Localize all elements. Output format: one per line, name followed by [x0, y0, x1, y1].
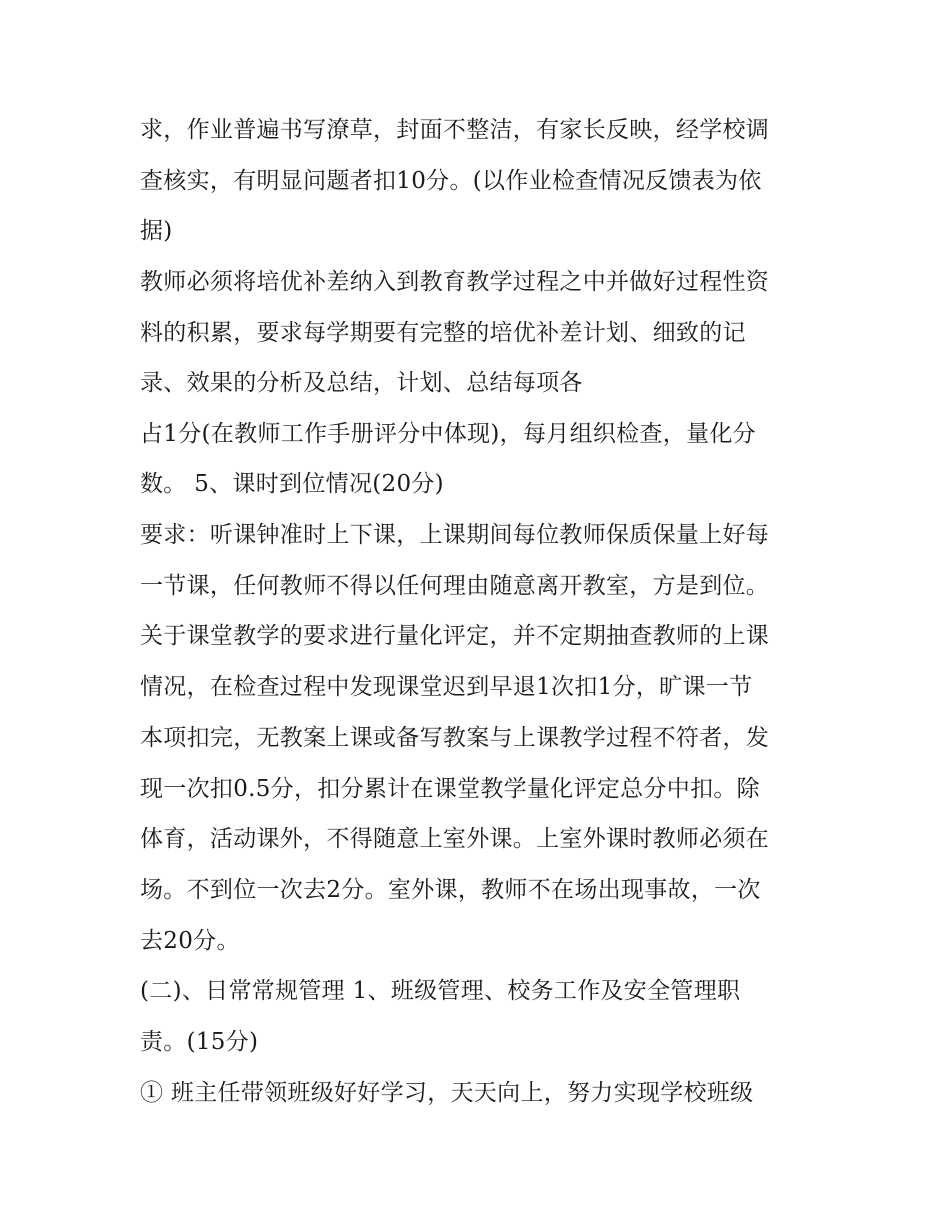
text-line: 据) — [140, 218, 173, 244]
text-line: 场。不到位一次去2分。室外课，教师不在场出现事故，一次 — [140, 877, 761, 903]
text-line: 体育，活动课外，不得随意上室外课。上室外课时教师必须在 — [140, 826, 770, 852]
text-line: 责。(15分) — [140, 1029, 259, 1055]
text-line: (二)、日常常规管理 1、班级管理、校务工作及安全管理职 — [140, 978, 741, 1004]
text-line: 教师必须将培优补差纳入到教育教学过程之中并做好过程性资 — [140, 269, 770, 295]
text-line: 去20分。 — [140, 928, 240, 954]
text-line: 录、效果的分析及总结，计划、总结每项各 — [140, 370, 583, 396]
text-line: 本项扣完，无教案上课或备写教案与上课教学过程不符者，发 — [140, 725, 770, 751]
text-line: 数。 5、课时到位情况(20分) — [140, 471, 444, 497]
text-line: 查核实，有明显问题者扣10分。(以作业检查情况反馈表为依 — [140, 168, 762, 194]
text-line: 关于课堂教学的要求进行量化评定，并不定期抽查教师的上课 — [140, 623, 770, 649]
text-line: 现一次扣0.5分，扣分累计在课堂教学量化评定总分中扣。除 — [140, 776, 760, 802]
text-line: 占1分(在教师工作手册评分中体现)，每月组织检查，量化分 — [140, 421, 756, 447]
text-line: 要求：听课钟准时上下课，上课期间每位教师保质保量上好每 — [140, 522, 770, 548]
text-line: 求，作业普遍书写潦草，封面不整洁，有家长反映，经学校调 — [140, 117, 770, 143]
text-line: 一节课，任何教师不得以任何理由随意离开教室，方是到位。 — [140, 573, 770, 599]
text-line: ① 班主任带领班级好好学习，天天向上，努力实现学校班级 — [140, 1080, 754, 1106]
text-line: 料的积累，要求每学期要有完整的培优补差计划、细致的记 — [140, 320, 746, 346]
text-line: 情况，在检查过程中发现课堂迟到早退1次扣1分，旷课一节 — [140, 674, 753, 700]
